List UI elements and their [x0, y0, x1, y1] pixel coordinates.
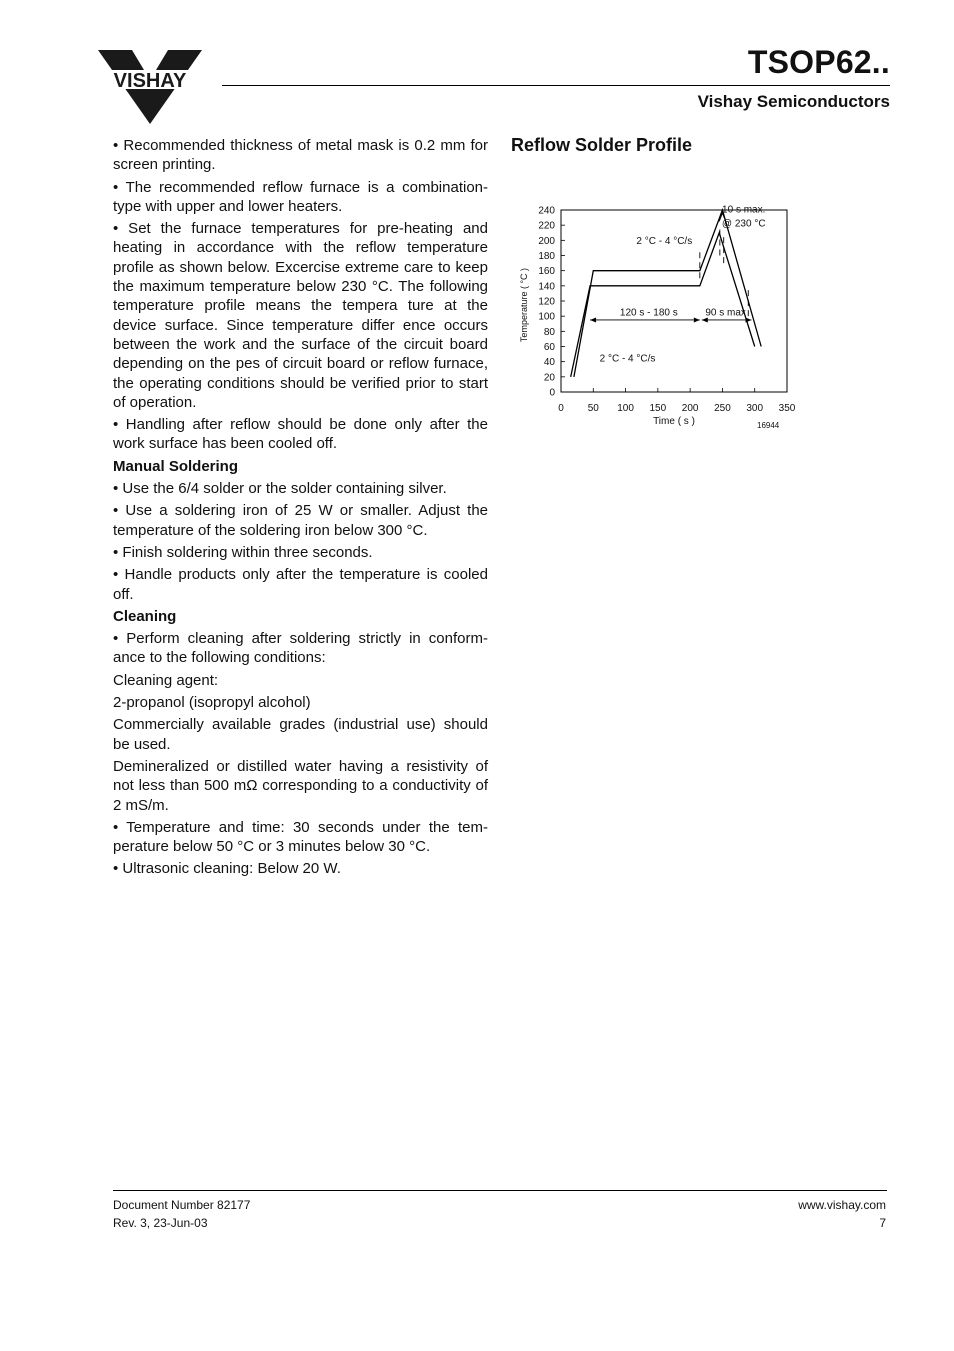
- footer-rule: [113, 1190, 887, 1191]
- chart-annotation: 2 °C - 4 °C/s: [599, 353, 656, 365]
- footer-left: [113, 1196, 250, 1232]
- heading-manual-soldering: Manual Soldering: [113, 457, 239, 475]
- document-subtitle: Vishay Semiconductors: [697, 92, 890, 111]
- header-rule: [222, 85, 890, 86]
- y-tick-label: 80: [543, 326, 555, 338]
- x-tick-label: 200: [681, 403, 699, 414]
- x-tick-label: 100: [617, 403, 634, 414]
- x-tick-label: 250: [714, 403, 731, 414]
- x-tick-label: 50: [587, 403, 599, 414]
- y-tick-label: 180: [538, 251, 555, 262]
- dimension-arrow-preheat-head: [590, 317, 596, 322]
- footer-right: [798, 1196, 886, 1232]
- reflow-profile-chart: [515, 200, 815, 440]
- website-link[interactable]: www.vishay.com: [798, 1198, 886, 1212]
- logo-wordmark: VISHAY: [113, 70, 187, 92]
- paragraph: • Finish soldering within three seconds.: [113, 543, 373, 561]
- paragraph: • Set the furnace temperatures for pre-heating and heating in accordance with the reflow temperature profile as shown below. Excercise extreme care to keep the maximum temperature below 230 °C. The following temperature profile means the tempera ture at the device surface. Since temperature differ ence occurs between the work and the surface of the circuit board depending on the pes of circuit board or reflow furnace, the operating conditions should be verified prior to start of operation.: [113, 220, 488, 411]
- vishay-logo: [98, 48, 202, 126]
- y-tick-label: 20: [543, 372, 555, 384]
- y-tick-label: 0: [549, 387, 555, 399]
- paragraph: • Handling after reflow should be done only after the work surface has been cooled off.: [113, 416, 488, 453]
- y-tick-label: 100: [538, 311, 555, 323]
- y-tick-label: 40: [543, 357, 555, 369]
- y-tick-label: 240: [538, 205, 555, 217]
- dimension-arrow-reflow-head: [745, 317, 751, 322]
- x-tick-label: 0: [558, 403, 564, 414]
- paragraph: • Perform cleaning after soldering strictly in conform-ance to the following conditions:: [113, 630, 488, 667]
- y-axis-label: Temperature ( °C ): [519, 267, 529, 343]
- chart-annotation: 10 s max.: [722, 204, 766, 216]
- y-tick-label: 120: [538, 296, 555, 308]
- chart-annotation: 120 s - 180 s: [619, 307, 678, 319]
- paragraph: • Recommended thickness of metal mask is 0.2 mm for screen printing.: [113, 137, 488, 174]
- y-tick-label: 220: [538, 220, 555, 232]
- paragraph: • Use the 6/4 solder or the solder containing silver.: [113, 480, 447, 498]
- revision: Rev. 3, 23-Jun-03: [113, 1216, 208, 1230]
- figure-id: 16944: [757, 421, 780, 430]
- chart-annotation: 2 °C - 4 °C/s: [636, 236, 693, 248]
- section-title-reflow: Reflow Solder Profile: [511, 135, 693, 155]
- paragraph: Commercially available grades (industrial use) should be used.: [113, 716, 488, 753]
- y-tick-label: 160: [538, 266, 555, 278]
- document-title: TSOP62..: [747, 44, 890, 80]
- paragraph: Demineralized or distilled water having a resistivity of not less than 500 mΩ corresponding to a conductivity of 2 mS/m.: [113, 757, 488, 814]
- paragraph: Cleaning agent:: [113, 671, 219, 689]
- heading-cleaning: Cleaning: [113, 607, 177, 625]
- y-tick-label: 200: [538, 235, 555, 247]
- paragraph: • The recommended reflow furnace is a combination-type with upper and lower heaters.: [113, 178, 488, 215]
- paragraph: • Ultrasonic cleaning: Below 20 W.: [113, 860, 341, 878]
- x-tick-label: 150: [649, 403, 667, 414]
- document-number: Document Number 82177: [113, 1198, 251, 1212]
- dimension-arrow-preheat-head: [694, 317, 700, 322]
- x-tick-label: 350: [778, 403, 796, 414]
- y-tick-label: 60: [543, 342, 555, 353]
- series-line: [571, 233, 755, 377]
- x-tick-label: 300: [746, 403, 764, 414]
- y-tick-label: 140: [538, 281, 555, 293]
- left-column: [113, 136, 488, 882]
- paragraph: • Temperature and time: 30 seconds under the tem-perature below 50 °C or 3 minutes below 30 °C.: [113, 818, 488, 856]
- series-line: [574, 210, 761, 377]
- paragraph: 2-propanol (isopropyl alcohol): [113, 694, 311, 712]
- x-axis-label: Time ( s ): [653, 416, 695, 427]
- paragraph: • Handle products only after the temperature is cooled off.: [113, 566, 488, 603]
- page-number: 7: [879, 1216, 886, 1230]
- chart-annotation: 90 s max: [705, 307, 746, 319]
- paragraph: • Use a soldering iron of 25 W or smaller. Adjust the temperature of the soldering iron below 300 °C.: [113, 502, 488, 539]
- chart-annotation: @ 230 °C: [721, 218, 766, 230]
